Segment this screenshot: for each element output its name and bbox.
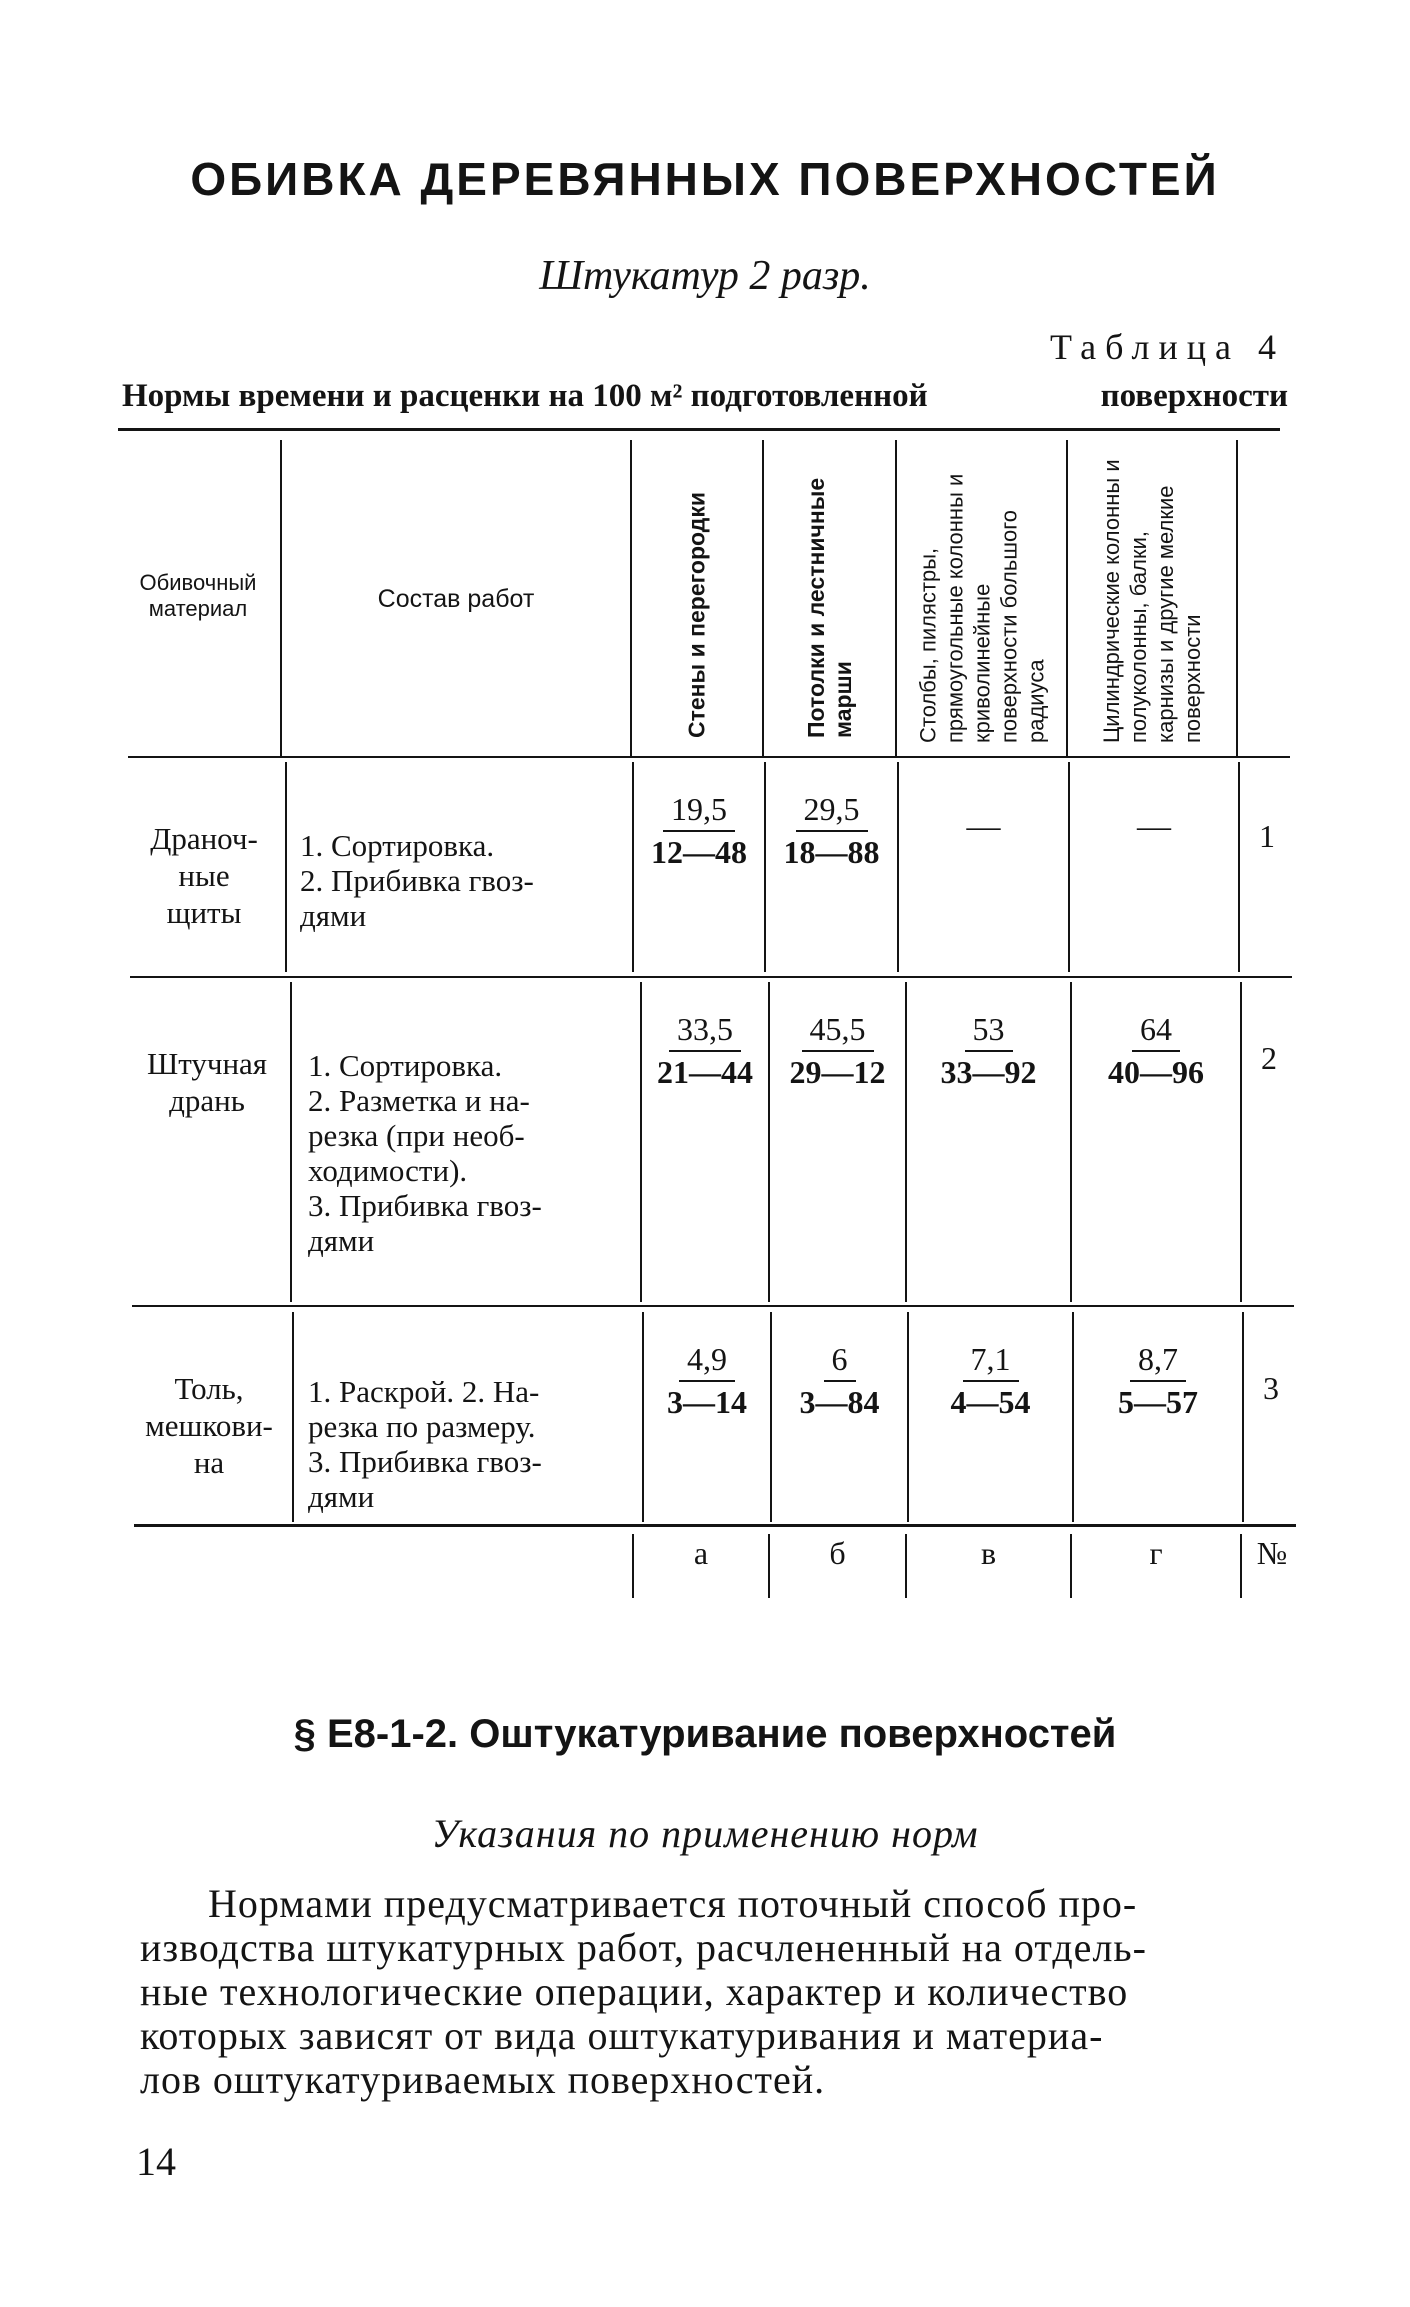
- section-paragraph: [140, 1882, 1300, 2102]
- caption-right: поверхности: [1100, 378, 1288, 414]
- row3-col-b: 6 3—84: [772, 1338, 907, 1422]
- paragraph-line: ные технологические операции, характер и количество: [140, 1969, 1129, 2014]
- vline: [1238, 762, 1240, 972]
- vline: [292, 1312, 294, 1522]
- vline: [1068, 762, 1070, 972]
- table-number: Таблица 4: [1050, 327, 1285, 367]
- paragraph-line: Нормами предусматривается поточный способ про-: [208, 1881, 1138, 1926]
- row3-number: 3: [1263, 1370, 1279, 1406]
- row3-material: Толь, мешкови- на: [145, 1371, 273, 1480]
- vline: [285, 762, 287, 972]
- rule-row1-bottom: [130, 976, 1292, 978]
- row2-number: 2: [1261, 1040, 1277, 1076]
- rule-top: [118, 428, 1280, 431]
- row3-col-a: 4,9 3—14: [644, 1338, 770, 1422]
- rule-row3-bottom: [134, 1524, 1296, 1527]
- row1-col-v: —: [966, 808, 1001, 845]
- row2-work: 1. Сортировка. 2. Разметка и на- резка (при необ- ходимости). 3. Прибивка гвоз- дями: [308, 1048, 542, 1258]
- row2-col-b: 45,5 29—12: [770, 1008, 905, 1092]
- row3-col-v: 7,1 4—54: [909, 1338, 1072, 1422]
- header-work: Состав работ: [377, 585, 535, 613]
- rule-row2-bottom: [132, 1305, 1294, 1307]
- row1-col-a: 19,5 12—48: [636, 788, 762, 872]
- row1-col-b: 29,5 18—88: [766, 788, 897, 872]
- row2-col-a: 33,5 21—44: [642, 1008, 768, 1092]
- footer-number: №: [1256, 1535, 1288, 1571]
- row2-material: Штучная дрань: [146, 1046, 268, 1118]
- vline: [897, 762, 899, 972]
- page-title: ОБИВКА ДЕРЕВЯННЫХ ПОВЕРХНОСТЕЙ: [190, 153, 1220, 205]
- footer-b: б: [829, 1535, 846, 1571]
- vline: [1242, 1312, 1244, 1522]
- paragraph-line: которых зависят от вида оштукатуривания и материа-: [140, 2013, 1104, 2058]
- row1-work: 1. Сортировка. 2. Прибивка гвоз- дями: [300, 828, 534, 933]
- header-material: Обивочный материал: [139, 570, 257, 621]
- footer-g: г: [1149, 1535, 1163, 1571]
- page-number: 14: [136, 2139, 176, 2184]
- header-col-a: Стены и перегородки: [683, 491, 710, 738]
- row2-col-g: 64 40—96: [1072, 1008, 1240, 1092]
- header-col-b: Потолки и лестничные марши: [802, 477, 856, 738]
- section-instructions: Указания по применению норм: [431, 1811, 979, 1856]
- paragraph-line: лов оштукатуриваемых поверхностей.: [140, 2057, 826, 2102]
- rule-header-bottom: [128, 756, 1290, 758]
- table-caption: [122, 378, 1288, 415]
- row2-col-v: 53 33—92: [907, 1008, 1070, 1092]
- vline: [1240, 982, 1242, 1302]
- paragraph-line: изводства штукатурных работ, расчлененный на отдель-: [140, 1925, 1147, 1970]
- section-heading: § Е8-1-2. Оштукатуривание поверхностей: [293, 1712, 1117, 1756]
- vline: [1236, 440, 1238, 756]
- row3-col-g: 8,7 5—57: [1074, 1338, 1242, 1422]
- vline: [290, 982, 292, 1302]
- footer-a: а: [693, 1535, 709, 1571]
- vline: [632, 762, 634, 972]
- caption-left: Нормы времени и расценки на 100 м² подготовленной: [122, 378, 928, 414]
- footer-v: в: [980, 1535, 997, 1571]
- subtitle: Штукатур 2 разр.: [539, 253, 871, 299]
- row1-col-g: —: [1137, 808, 1171, 845]
- header-col-v: Столбы, пилястры, прямоугольные колонны и криволинейные поверхности большого радиуса: [915, 473, 1048, 743]
- row1-number: 1: [1259, 818, 1275, 854]
- row1-material: Драноч- ные щиты: [150, 821, 258, 930]
- row3-work: 1. Раскрой. 2. На- резка по размеру. 3. Прибивка гвоз- дями: [308, 1374, 542, 1514]
- header-col-g: Цилиндрические колонны и полуколонны, балки, карнизы и другие мелкие поверхности: [1099, 459, 1205, 743]
